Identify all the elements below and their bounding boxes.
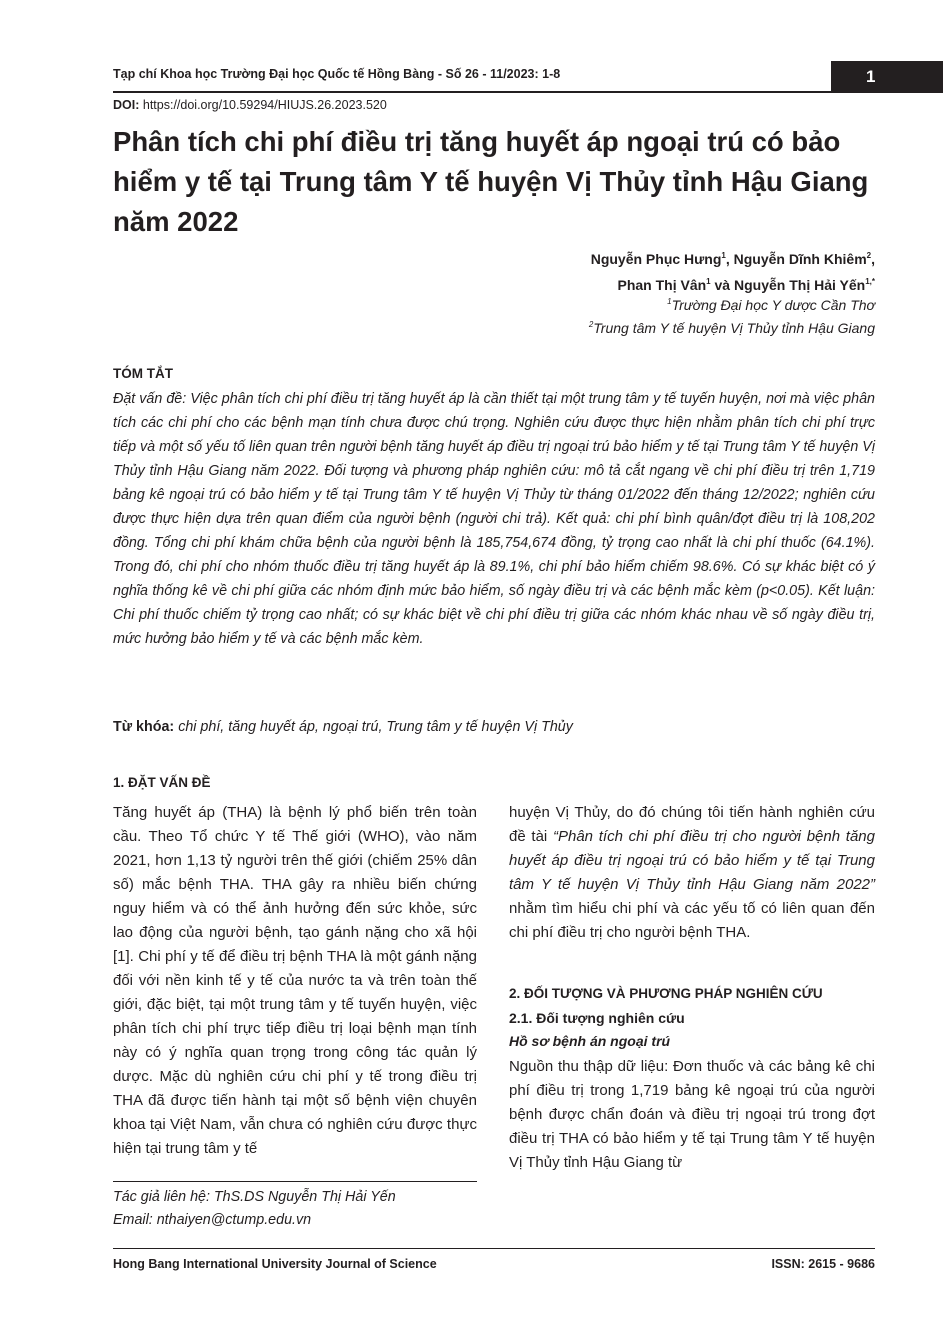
footer-divider [113, 1248, 875, 1249]
author-affiliation-mark: 1 [721, 251, 726, 260]
author-conjunction: và [714, 277, 731, 293]
author-affiliation-mark: 1 [706, 277, 711, 286]
corresponding-email[interactable]: Email: nthaiyen@ctump.edu.vn [113, 1212, 312, 1228]
section-1-paragraph-right [509, 801, 875, 945]
footer-journal: Hong Bang International University Journal of Science [113, 1257, 437, 1271]
page-number: 1 [866, 67, 876, 86]
keywords-line [113, 719, 875, 735]
abstract-heading: TÓM TẮT [113, 366, 173, 381]
author-name: Nguyễn Thị Hải Yến [733, 277, 866, 293]
abstract-body: Đặt vấn đề: Việc phân tích chi phí điều trị tăng huyết áp là cần thiết tại một trung tâm y tế tuyến huyện, nơi mà việc phân tích các chi phí cho các bệnh mạn tính chưa được chú trọng. Nghiên cứu được thực hiện nhằm phân tích chi phí trực tiếp và một số yếu tố liên quan trên người bệnh tăng huyết áp điều trị ngoại trú bảo hiểm y tế tại Trung tâm Y tế huyện Vị Thủy tỉnh Hậu Giang năm 2022. Đối tượng và phương pháp nghiên cứu: mô tả cắt ngang về chi phí điều trị trên 1,719 bảng kê ngoại trú có bảo hiểm y tế tại Trung tâm Y tế huyện Vị Thủy từ tháng 01/2022 đến tháng 12/2022; nghiên cứu được thực hiện dựa trên quan điểm của người bệnh (người chi trả). Kết quả: chi phí bình quân/đợt điều trị là 108,202 đồng. Tổng chi phí khám chữa bệnh của người bệnh là 185,754,674 đồng, tỷ trọng cao nhất là chi phí thuốc (64.1%). Trong đó, chi phí cho nhóm thuốc điều trị tăng huyết áp là 89.1%, chi phí bảo hiểm chiếm 98.6%. Có sự khác biệt có ý nghĩa thống kê về chi phí giữa các nhóm định mức bảo hiểm, số ngày điều trị và các bệnh mắc kèm (p<0.05). Kết luận: Chi phí thuốc chiếm tỷ trọng cao nhất; có sự khác biệt về chi phí điều trị giữa các nhóm khác nhau về số ngày điều trị, mức hưởng bảo hiểm y tế và các bệnh mắc kèm. [113, 391, 875, 647]
doi-line [113, 98, 387, 112]
journal-header: Tạp chí Khoa học Trường Đại học Quốc tế Hồng Bàng - Số 26 - 11/2023: 1-8 [113, 67, 561, 81]
footer-issn: ISSN: 2615 - 9686 [771, 1257, 875, 1271]
article-title: Phân tích chi phí điều trị tăng huyết áp ngoại trú có bảo hiểm y tế tại Trung tâm Y tế huyện Vị Thủy tỉnh Hậu Giang năm 2022 [113, 126, 869, 237]
author-list: Nguyễn Phục Hưng$^1$, Nguyễn Dĩnh Khiêm$^2$, Phan Thị Vân$^1$ và Nguyễn Thị Hải Yến$^{1,*}$ [590, 251, 875, 293]
section-2-heading: 2. ĐỐI TƯỢNG VÀ PHƯƠNG PHÁP NGHIÊN CỨU [509, 986, 823, 1001]
affiliation-mark: 1 [667, 297, 672, 306]
keywords-label: Từ khóa: [113, 719, 175, 735]
section-1-paragraph-left: Tăng huyết áp (THA) là bệnh lý phổ biến trên toàn cầu. Theo Tổ chức Y tế Thế giới (WHO), vào năm 2021, hơn 1,13 tỷ người trên thế giới (chiếm 25% dân số) mắc bệnh THA. THA gây ra nhiều biến chứng nguy hiểm và có thể ảnh hưởng đến sức khỏe, sức lao động của người bệnh, tạo gánh nặng cho xã hội [1]. Chi phí y tế để điều trị bệnh THA là một gánh nặng đối với nền kinh tế y tế của nước ta và trên toàn thế giới, đặc biệt, tại một trung tâm y tế tuyến huyện, việc phân tích chi phí trực tiếp điều trị loại bệnh mạn tính này có ý nghĩa quan trọng trong công tác quản lý dược. Mặc dù nghiên cứu chi phí y tế trong điều trị THA đã được tiến hành tại một số bệnh viện chuyên khoa tại Việt Nam, vẫn chưa có nghiên cứu được thực hiện tại trung tâm y tế [113, 804, 477, 1157]
affiliation-2 [375, 320, 875, 336]
author-affiliation-mark: 2 [866, 251, 872, 260]
section-2-paragraph: Nguồn thu thập dữ liệu: Đơn thuốc và các bảng kê chi phí điều trị trong 1,719 bảng kê ngoại trú của người bệnh được chẩn đoán và điều trị ngoại trú trong đợt điều trị THA có bảo hiểm y tế tại Trung tâm Y tế huyện Vị Thủy tỉnh Hậu Giang từ [509, 1058, 875, 1171]
header-divider [113, 91, 831, 93]
affiliation-1 [375, 297, 875, 313]
affiliation-text: Trường Đại học Y dược Cần Thơ [671, 297, 875, 313]
page-number-box [831, 61, 943, 93]
author-name: Nguyễn Phục Hưng [590, 251, 722, 267]
footnote-divider [113, 1181, 477, 1182]
author-affiliation-mark: 1,* [865, 277, 875, 286]
author-name: Nguyễn Dĩnh Khiêm [733, 251, 867, 267]
study-title-quote: “Phân tích chi phí điều trị cho người bệnh tăng huyết áp điều trị ngoại trú có bảo hiểm y tế tại Trung tâm Y tế huyện Vị Thủy tỉnh Hậu Giang năm 2022” [509, 828, 875, 893]
paragraph-text: huyện Vị Thủy, do đó chúng tôi tiến hành nghiên cứu đề tài [509, 804, 875, 845]
subsection-2-1-heading: 2.1. Đối tượng nghiên cứu [509, 1010, 685, 1026]
author-name: Phan Thị Vân [617, 277, 707, 293]
paragraph-text: nhằm tìm hiểu chi phí và các yếu tố có liên quan đến chi phí điều trị cho người bệnh THA. [509, 900, 875, 941]
corresponding-author: Tác giả liên hệ: ThS.DS Nguyễn Thị Hải Yến [113, 1189, 396, 1205]
section-1-heading: 1. ĐẶT VẤN ĐỀ [113, 775, 211, 790]
affiliation-text: Trung tâm Y tế huyện Vị Thủy tỉnh Hậu Giang [593, 320, 875, 336]
doi-link[interactable]: https://doi.org/10.59294/HIUJS.26.2023.520 [142, 98, 387, 112]
affiliation-mark: 2 [588, 320, 594, 329]
subsection-2-1-1-heading: Hồ sơ bệnh án ngoại trú [509, 1033, 671, 1049]
keywords-text: chi phí, tăng huyết áp, ngoại trú, Trung tâm y tế huyện Vị Thủy [178, 719, 573, 735]
doi-label: DOI: [113, 98, 140, 112]
